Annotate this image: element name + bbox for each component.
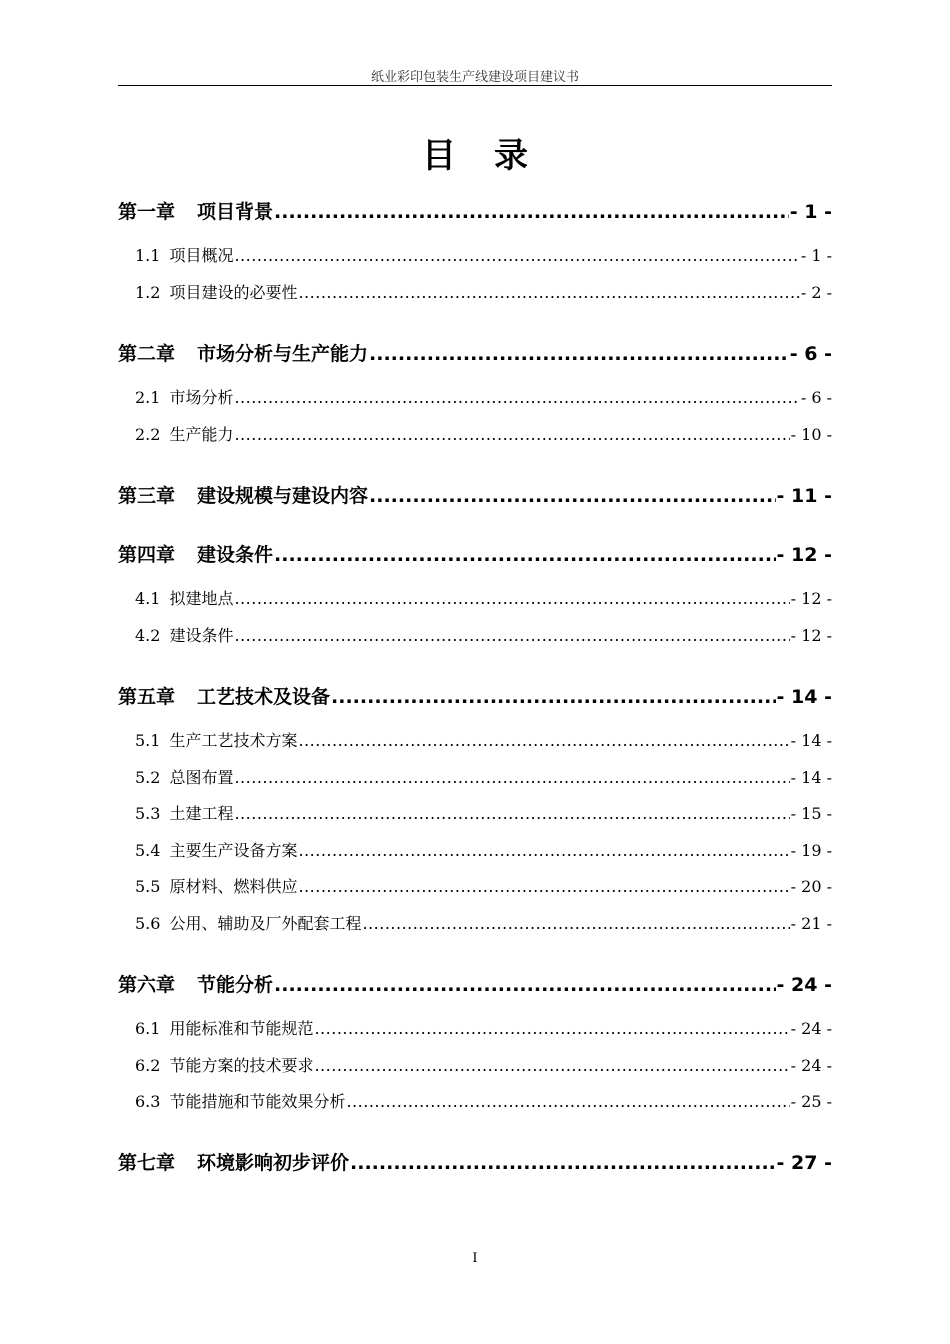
toc-entry-page: - 10 - (790, 425, 832, 444)
toc-leader-dots (298, 841, 789, 860)
toc-entry-number: 5.4 (135, 841, 161, 860)
toc-leader-dots (350, 1152, 776, 1174)
toc-entry-title: 市场分析与生产能力 (197, 343, 369, 365)
toc-leader-dots (298, 283, 799, 302)
page-title: 目录 (422, 136, 566, 176)
toc-section-entry[interactable] (118, 243, 832, 266)
toc-leader-dots (234, 768, 789, 787)
toc-entry-title: 建设条件 (197, 544, 274, 566)
toc-entry-number: 6.2 (135, 1056, 161, 1075)
toc-leader-dots (234, 425, 789, 444)
toc-entry-page: - 2 - (800, 283, 832, 302)
toc-leader-dots (331, 686, 776, 708)
toc-entry-number: 第七章 (118, 1152, 176, 1174)
toc-section-entry[interactable] (118, 280, 832, 303)
toc-entry-title: 拟建地点 (169, 589, 234, 608)
toc-entry-number: 第四章 (118, 544, 176, 566)
toc-entry-title: 建设规模与建设内容 (197, 485, 369, 507)
toc-entry-title: 节能分析 (197, 974, 274, 996)
toc-leader-dots (274, 201, 789, 223)
toc-entry-number: 5.3 (135, 804, 161, 823)
toc-entry-number: 第二章 (118, 343, 176, 365)
toc-entry-number: 第三章 (118, 485, 176, 507)
toc-leader-dots (234, 388, 799, 407)
toc-section-entry[interactable] (118, 728, 832, 751)
toc-entry-page: - 1 - (800, 246, 832, 265)
toc-entry-number: 2.2 (135, 425, 161, 444)
toc-entry-number: 1.2 (135, 283, 161, 302)
toc-entry-page: - 12 - (790, 626, 832, 645)
toc-section-entry[interactable] (118, 623, 832, 646)
toc-entry-number: 1.1 (135, 246, 161, 265)
toc-section-entry[interactable] (118, 801, 832, 824)
toc-chapter-entry[interactable] (118, 1148, 832, 1175)
toc-entry-number: 2.1 (135, 388, 161, 407)
toc-leader-dots (314, 1056, 789, 1075)
toc-entry-title: 节能方案的技术要求 (169, 1056, 314, 1075)
toc-entry-page: - 6 - (800, 388, 832, 407)
toc-entry-page: - 14 - (790, 731, 832, 750)
toc-section-entry[interactable] (118, 911, 832, 934)
toc-entry-number: 4.2 (135, 626, 161, 645)
toc-entry-title: 建设条件 (169, 626, 234, 645)
toc-entry-title: 生产工艺技术方案 (169, 731, 298, 750)
toc-section-entry[interactable] (118, 586, 832, 609)
toc-entry-page: - 14 - (776, 686, 832, 708)
toc-entry-title: 项目建设的必要性 (169, 283, 298, 302)
toc-entry-title: 环境影响初步评价 (197, 1152, 350, 1174)
toc-leader-dots (298, 731, 789, 750)
toc-entry-number: 第一章 (118, 201, 176, 223)
toc-leader-dots (274, 544, 776, 566)
toc-entry-page: - 14 - (790, 768, 832, 787)
header-rule (118, 85, 832, 86)
toc-section-entry[interactable] (118, 1016, 832, 1039)
toc-chapter-entry[interactable] (118, 481, 832, 508)
toc-leader-dots (369, 485, 776, 507)
toc-entry-title: 生产能力 (169, 425, 234, 444)
toc-entry-number: 4.1 (135, 589, 161, 608)
toc-entry-page: - 15 - (790, 804, 832, 823)
toc-entry-page: - 21 - (790, 914, 832, 933)
toc-chapter-entry[interactable] (118, 339, 832, 366)
toc-entry-title: 总图布置 (169, 768, 234, 787)
toc-leader-dots (274, 974, 776, 996)
toc-entry-page: - 19 - (790, 841, 832, 860)
toc-leader-dots (234, 804, 789, 823)
toc-chapter-entry[interactable] (118, 540, 832, 567)
toc-entry-page: - 25 - (790, 1092, 832, 1111)
toc-entry-number: 5.2 (135, 768, 161, 787)
toc-leader-dots (234, 246, 799, 265)
toc-entry-number: 第五章 (118, 686, 176, 708)
toc-leader-dots (369, 343, 789, 365)
page-number: I (472, 1251, 478, 1266)
toc-entry-page: - 12 - (790, 589, 832, 608)
toc-section-entry[interactable] (118, 838, 832, 861)
toc-entry-page: - 12 - (776, 544, 832, 566)
toc-entry-number: 5.1 (135, 731, 161, 750)
toc-entry-title: 项目背景 (197, 201, 274, 223)
toc-leader-dots (362, 914, 789, 933)
toc-entry-title: 土建工程 (169, 804, 234, 823)
toc-entry-page: - 11 - (776, 485, 832, 507)
toc-section-entry[interactable] (118, 765, 832, 788)
toc-section-entry[interactable] (118, 385, 832, 408)
toc-entry-page: - 24 - (776, 974, 832, 996)
toc-entry-title: 市场分析 (169, 388, 234, 407)
toc-entry-page: - 1 - (789, 201, 832, 223)
toc-entry-title: 工艺技术及设备 (197, 686, 331, 708)
toc-leader-dots (314, 1019, 789, 1038)
toc-entry-number: 5.6 (135, 914, 161, 933)
toc-section-entry[interactable] (118, 422, 832, 445)
toc-entry-title: 节能措施和节能效果分析 (169, 1092, 346, 1111)
toc-chapter-entry[interactable] (118, 197, 832, 224)
toc-section-entry[interactable] (118, 1053, 832, 1076)
toc-entry-title: 项目概况 (169, 246, 234, 265)
toc-leader-dots (234, 626, 789, 645)
toc-entry-page: - 6 - (789, 343, 832, 365)
running-header: 纸业彩印包装生产线建设项目建议书 (370, 70, 579, 85)
toc-entry-page: - 24 - (790, 1019, 832, 1038)
toc-entry-number: 6.3 (135, 1092, 161, 1111)
toc-entry-title: 主要生产设备方案 (169, 841, 298, 860)
toc-chapter-entry[interactable] (118, 682, 832, 709)
toc-entry-title: 用能标准和节能规范 (169, 1019, 314, 1038)
toc-entry-page: - 24 - (790, 1056, 832, 1075)
toc-section-entry[interactable] (118, 874, 832, 897)
toc-entry-title: 原材料、燃料供应 (169, 877, 298, 896)
toc-entry-number: 5.5 (135, 877, 161, 896)
toc-entry-title: 公用、辅助及厂外配套工程 (169, 914, 362, 933)
toc-entry-page: - 20 - (790, 877, 832, 896)
toc-entry-page: - 27 - (776, 1152, 832, 1174)
toc-entry-number: 第六章 (118, 974, 176, 996)
toc-leader-dots (298, 877, 789, 896)
toc-leader-dots (234, 589, 789, 608)
toc-section-entry[interactable] (118, 1089, 832, 1112)
toc-entry-number: 6.1 (135, 1019, 161, 1038)
toc-leader-dots (346, 1092, 789, 1111)
toc-chapter-entry[interactable] (118, 970, 832, 997)
